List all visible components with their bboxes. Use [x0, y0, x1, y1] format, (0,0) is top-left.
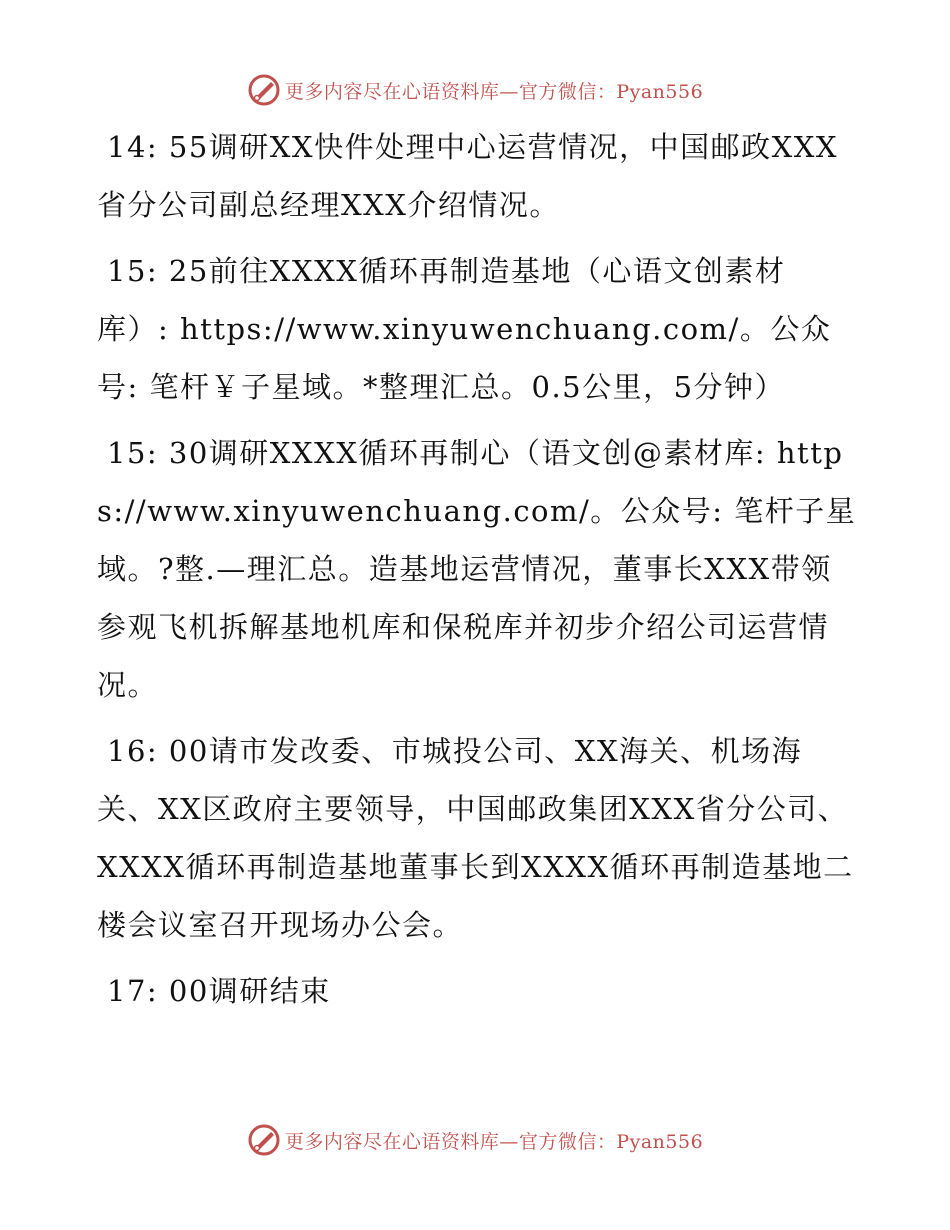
pen-seal-icon: [247, 73, 281, 107]
header-banner-inner: [247, 73, 703, 107]
header-watermark-banner: [0, 70, 950, 110]
schedule-item-1525: 15: 25前往XXXX循环再制造基地（心语文创素材库）: https://www.xinyuwenchuang.com/。公众号: 笔杆￥子星域。*整理汇总。0.5公里，5分钟）: [97, 254, 832, 404]
schedule-item-1455: 14: 55调研XX快件处理中心运营情况，中国邮政XXX省分公司副总经理XXX介绍情况。: [97, 130, 839, 222]
footer-watermark-banner: [0, 1120, 950, 1160]
schedule-item-1530: 15: 30调研XXXX循环再制心（语文创@素材库: https://www.xinyuwenchuang.com/。公众号: 笔杆子星域。?整.—理汇总。造基地运营情况，董事长XXX带领参观飞机拆解基地机库和保税库并初步介绍公司运营情况。: [97, 436, 857, 702]
schedule-item-1600: 16: 00请市发改委、市城投公司、XX海关、机场海关、XX区政府主要领导，中国邮政集团XXX省分公司、XXXX循环再制造基地董事长到XXXX循环再制造基地二楼会议室召开现场办公会。: [97, 734, 854, 942]
pen-seal-icon: [247, 1123, 281, 1157]
footer-banner-inner: [247, 1123, 703, 1157]
header-banner-text: 更多内容尽在心语资料库—官方微信：Pyan556: [284, 80, 704, 103]
document-body: [97, 118, 857, 1028]
footer-banner-text: 更多内容尽在心语资料库—官方微信：Pyan556: [284, 1130, 704, 1153]
schedule-item-1700: 17: 00调研结束: [107, 974, 331, 1008]
